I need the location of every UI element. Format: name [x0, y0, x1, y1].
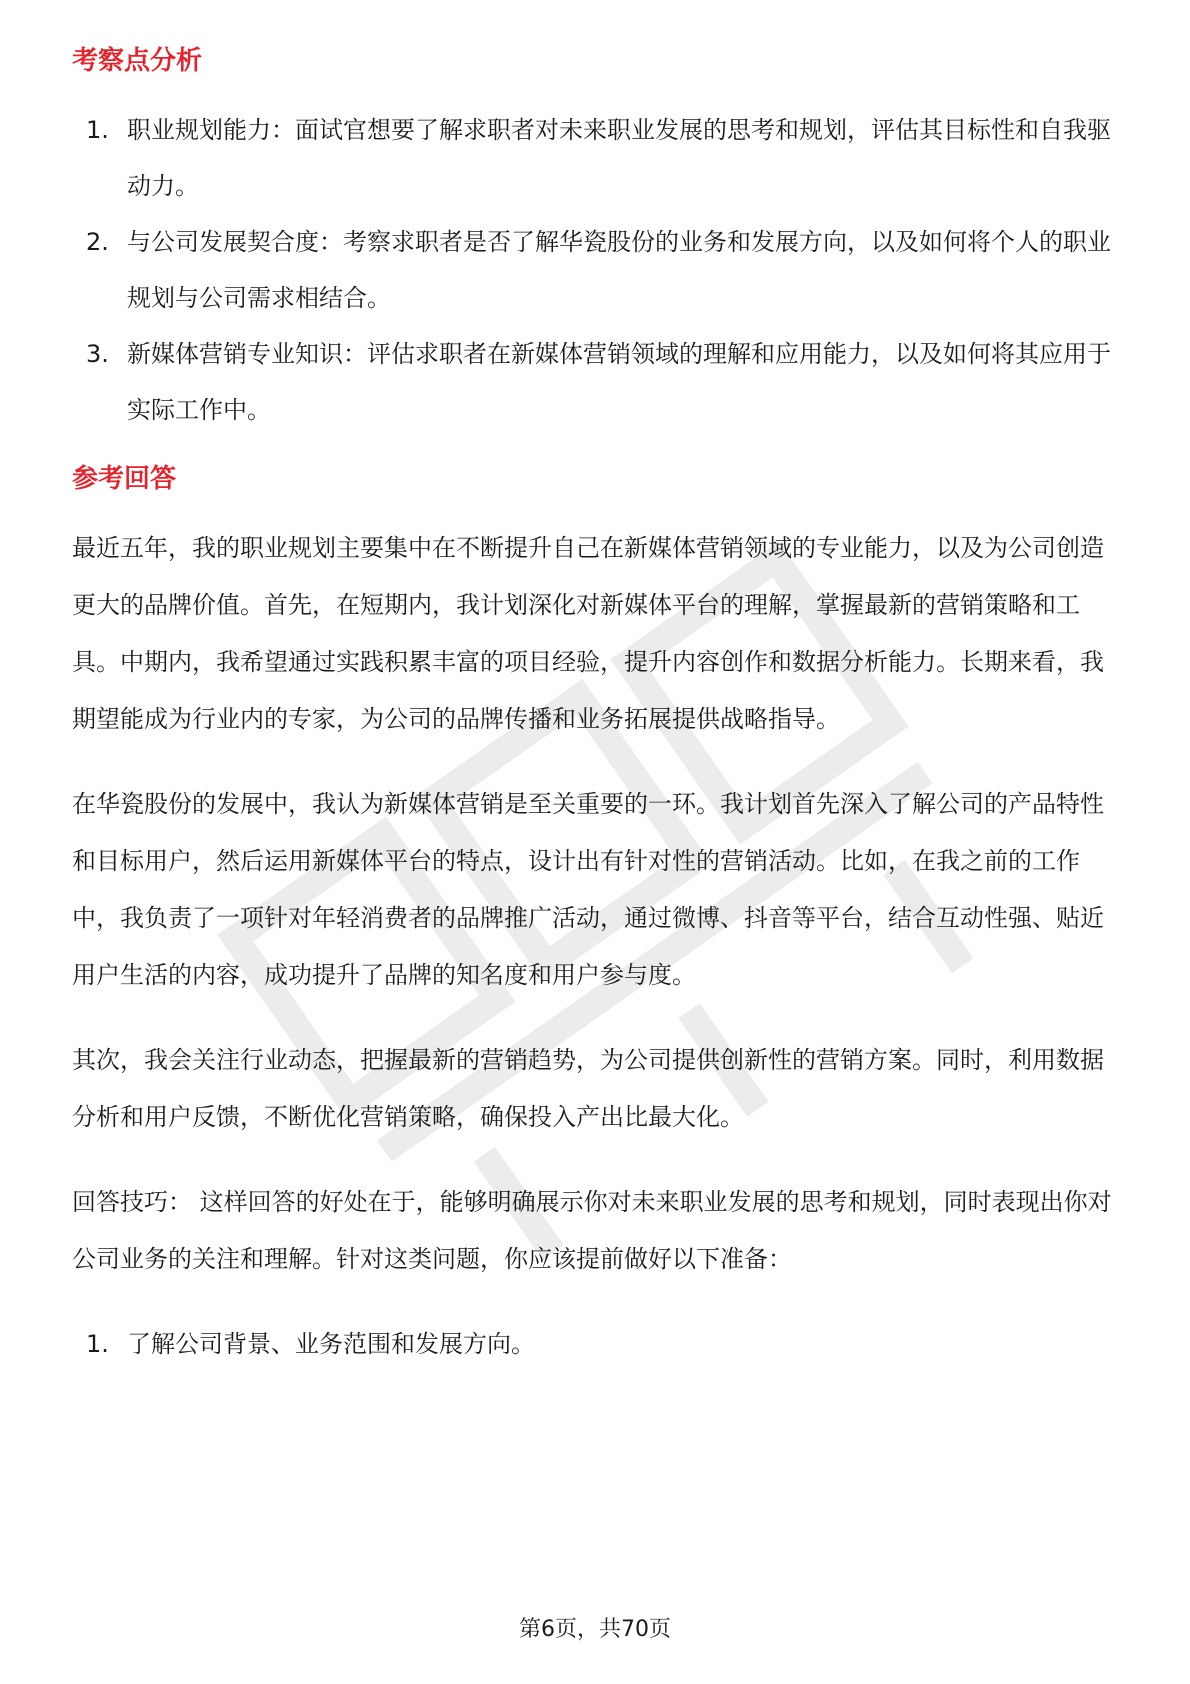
page-footer: 第6页，共70页	[519, 1617, 671, 1642]
list-item	[72, 326, 1122, 438]
list-item	[72, 214, 1122, 326]
list-item	[72, 1316, 1122, 1372]
list-number: 1.	[86, 116, 109, 144]
analysis-list	[72, 102, 1122, 438]
list-item-text: 新媒体营销专业知识：评估求职者在新媒体营销领域的理解和应用能力，以及如何将其应用于实际工作中。	[127, 340, 1111, 424]
list-number: 3.	[86, 340, 109, 368]
list-number: 2.	[86, 228, 109, 256]
page-content	[72, 42, 1122, 1394]
answer-paragraph: 最近五年，我的职业规划主要集中在不断提升自己在新媒体营销领域的专业能力，以及为公司创造更大的品牌价值。首先，在短期内，我计划深化对新媒体平台的理解，掌握最新的营销策略和工具。中期内，我希望通过实践积累丰富的项目经验，提升内容创作和数据分析能力。长期来看，我期望能成为行业内的专家，为公司的品牌传播和业务拓展提供战略指导。	[72, 534, 1104, 733]
answer-paragraph: 其次，我会关注行业动态，把握最新的营销趋势，为公司提供创新性的营销方案。同时，利用数据分析和用户反馈，不断优化营销策略，确保投入产出比最大化。	[72, 1046, 1104, 1131]
section-title-analysis: 考察点分析	[72, 46, 203, 76]
list-item-text: 职业规划能力：面试官想要了解求职者对未来职业发展的思考和规划，评估其目标性和自我驱动力。	[127, 116, 1111, 200]
preparation-list	[72, 1316, 1122, 1372]
answer-tips-paragraph: 回答技巧： 这样回答的好处在于，能够明确展示你对未来职业发展的思考和规划，同时表现出你对公司业务的关注和理解。针对这类问题，你应该提前做好以下准备：	[72, 1188, 1112, 1273]
list-item-text: 与公司发展契合度：考察求职者是否了解华瓷股份的业务和发展方向，以及如何将个人的职业规划与公司需求相结合。	[127, 228, 1111, 312]
list-item	[72, 102, 1122, 214]
answer-paragraph: 在华瓷股份的发展中，我认为新媒体营销是至关重要的一环。我计划首先深入了解公司的产品特性和目标用户，然后运用新媒体平台的特点，设计出有针对性的营销活动。比如，在我之前的工作中，我负责了一项针对年轻消费者的品牌推广活动，通过微博、抖音等平台，结合互动性强、贴近用户生活的内容，成功提升了品牌的知名度和用户参与度。	[72, 790, 1104, 989]
list-number: 1.	[86, 1330, 109, 1358]
list-item-text: 了解公司背景、业务范围和发展方向。	[127, 1330, 535, 1358]
section-title-reference-answer: 参考回答	[72, 464, 177, 494]
